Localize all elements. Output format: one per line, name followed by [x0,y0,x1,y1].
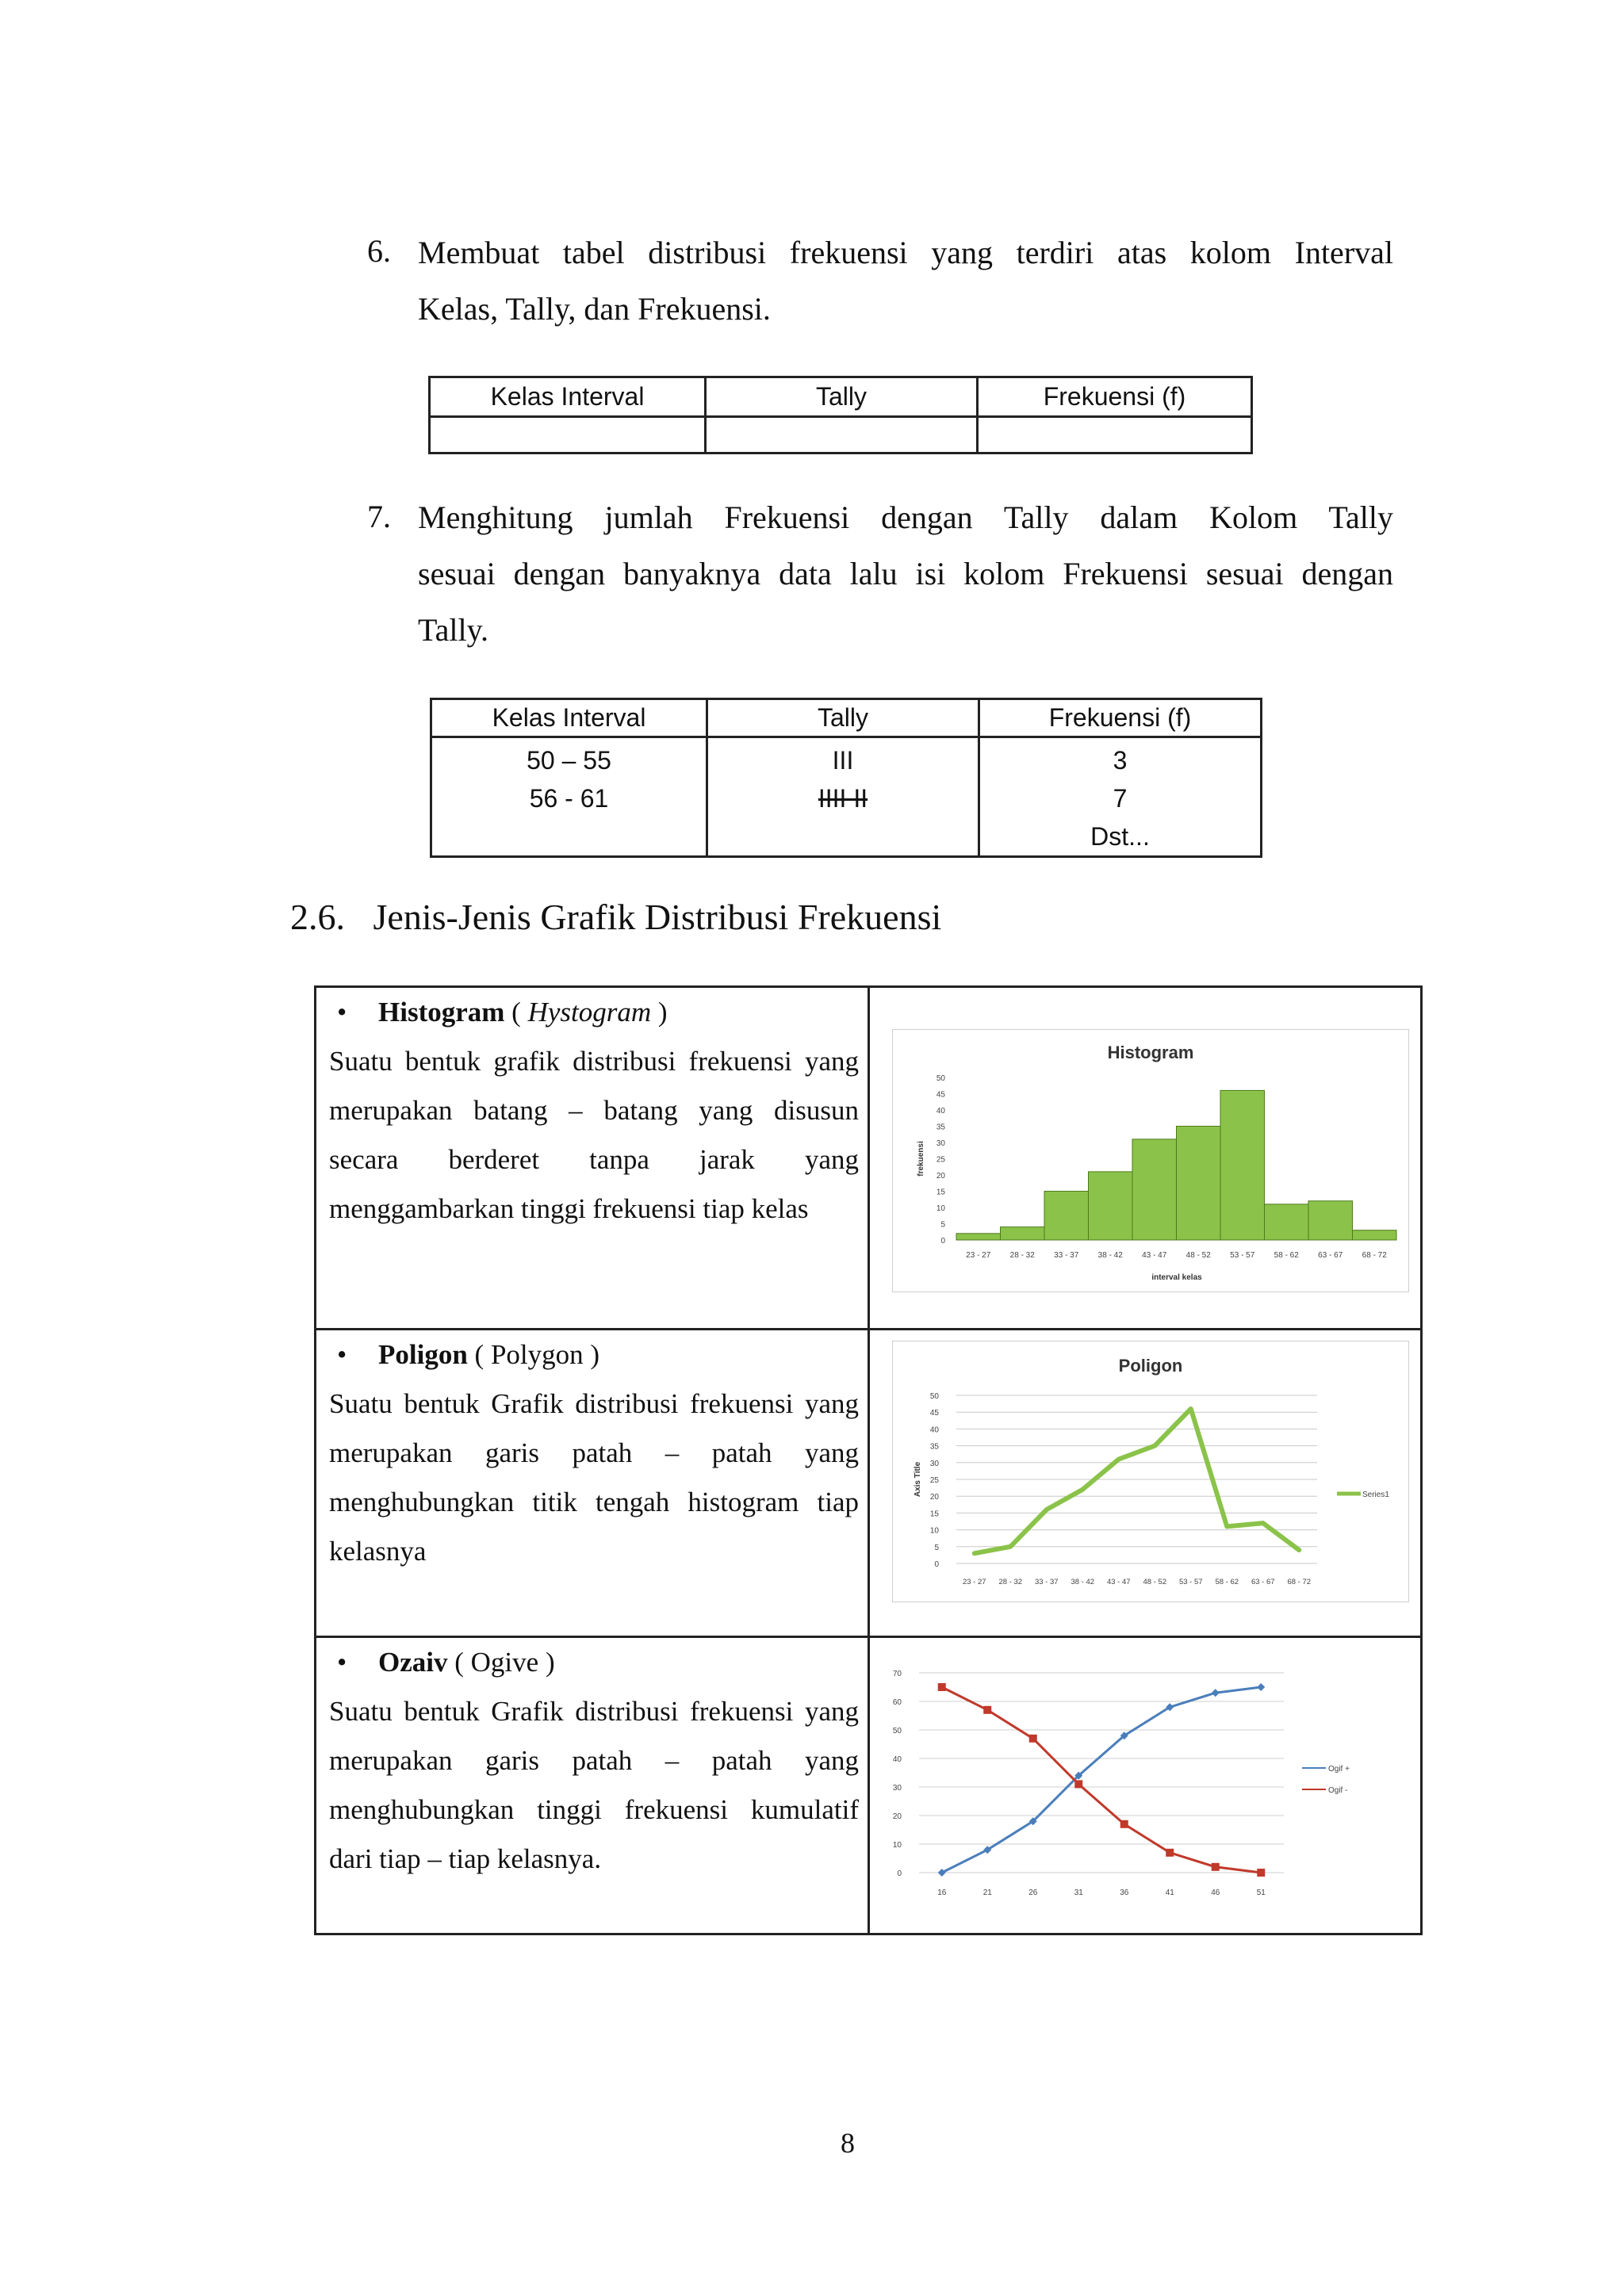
data-point [983,1706,991,1714]
step-7-line-1: Menghitung jumlah Frekuensi dengan Tally dalam Kolom Tally [418,499,1393,535]
x-tick-label: 46 [1211,1888,1220,1897]
tally-value: III [832,746,854,775]
x-tick-label: 38 - 42 [1097,1251,1123,1260]
data-point [1166,1849,1174,1857]
section-title: Jenis-Jenis Grafik Distribusi Frekuensi [373,897,942,937]
y-axis-label: frekuensi [917,1141,925,1177]
step-7-text [418,489,1393,658]
legend-label: Ogif + [1328,1765,1350,1774]
x-tick-label: 28 - 32 [998,1578,1023,1586]
data-point [1212,1863,1220,1871]
interval-cell [431,737,707,857]
y-tick-label: 15 [936,1188,945,1197]
x-tick-label: 23 - 27 [962,1578,986,1586]
series-line [942,1687,1262,1873]
data-point [1257,1869,1265,1877]
graph-chart-cell [870,988,1420,1328]
x-tick-label: 21 [982,1888,992,1897]
x-tick-label: 36 [1120,1888,1129,1897]
frequency-value: 3 [1113,746,1128,775]
histogram-bar [1265,1204,1309,1240]
tally-value: IIII II [818,784,868,813]
chart-title: Poligon [1118,1356,1183,1376]
legend-label: Series1 [1362,1490,1389,1499]
y-tick-label: 10 [892,1841,902,1850]
y-tick-label: 0 [934,1560,939,1569]
desc-line: secara berderet tanpa jarak yang [329,1144,859,1175]
x-tick-label: 43 - 47 [1142,1251,1167,1260]
step-6-number: 6. [367,233,391,269]
step-6-line-1: Membuat tabel distribusi frekuensi yang terdiri atas kolom Interval [418,235,1393,270]
histogram-bar [1308,1201,1353,1240]
x-tick-label: 41 [1165,1888,1174,1897]
y-tick-label: 50 [929,1392,939,1401]
x-tick-label: 26 [1028,1888,1038,1897]
x-tick-label: 28 - 32 [1009,1251,1035,1260]
histogram-bar [1089,1172,1133,1240]
section-number: 2.6. [290,897,345,937]
ogive-chart [879,1646,1411,1915]
y-axis-label: Axis Title [914,1461,922,1498]
y-tick-label: 15 [929,1510,939,1519]
graph-desc-cell [316,988,870,1328]
histogram-bar [1177,1127,1221,1241]
x-tick-label: 53 - 57 [1178,1578,1203,1586]
header-tally: Tally [707,699,979,737]
header-kelas-interval: Kelas Interval [430,377,706,417]
data-point [938,1869,946,1877]
frequency-cell [979,737,1262,857]
x-tick-label: 48 - 52 [1143,1578,1167,1586]
x-axis-label: interval kelas [1151,1273,1202,1282]
x-tick-label: 31 [1074,1888,1083,1897]
histogram-bar [1220,1090,1265,1240]
empty-frequency-table [428,376,1253,454]
x-tick-label: 48 - 52 [1185,1251,1211,1260]
histogram-bar [1001,1227,1045,1240]
step-7-number: 7. [367,499,391,534]
desc-line: merupakan garis patah – patah yang [329,1745,859,1776]
graph-desc-cell [316,1638,870,1935]
desc-line: menghubungkan tinggi frekuensi kumulatif [329,1794,859,1825]
x-tick-label: 38 - 42 [1071,1578,1095,1586]
y-tick-label: 40 [929,1425,939,1435]
interval-value: 50 – 55 [527,746,611,775]
poligon-chart [892,1341,1409,1602]
header-frekuensi: Frekuensi (f) [979,699,1262,737]
header-frekuensi: Frekuensi (f) [978,377,1252,417]
tally-cell [707,737,979,857]
y-tick-label: 30 [929,1459,939,1468]
empty-cell [978,417,1252,453]
histogram-chart [892,1029,1409,1292]
header-tally: Tally [706,377,978,417]
histogram-description [329,988,859,1234]
y-tick-label: 50 [892,1727,902,1735]
legend-label: Ogif - [1328,1786,1348,1795]
histogram-bar [956,1234,1001,1240]
x-tick-label: 33 - 37 [1034,1578,1059,1586]
desc-line: kelasnya [329,1536,427,1567]
histogram-bar [1132,1139,1177,1240]
histogram-heading: • Histogram ( Hystogram ) [329,988,859,1037]
data-point [1074,1780,1082,1788]
y-tick-label: 35 [929,1442,939,1452]
y-tick-label: 40 [892,1755,902,1764]
series-line [975,1409,1300,1553]
y-tick-label: 20 [936,1172,945,1181]
y-tick-label: 5 [934,1543,939,1552]
poligon-description [329,1330,859,1576]
filled-frequency-table [430,698,1262,858]
y-tick-label: 5 [940,1220,945,1230]
graph-desc-cell [316,1330,870,1636]
y-tick-label: 35 [936,1123,945,1132]
desc-line: menggambarkan tinggi frekuensi tiap kelas [329,1193,809,1224]
y-tick-label: 0 [940,1237,945,1246]
desc-line: menghubungkan titik tengah histogram tiap [329,1487,859,1517]
x-tick-label: 43 - 47 [1106,1578,1131,1586]
y-tick-label: 0 [897,1869,902,1878]
y-tick-label: 40 [936,1107,945,1115]
interval-value: 56 - 61 [529,784,609,813]
ogive-description [329,1638,859,1884]
x-tick-label: 58 - 62 [1274,1251,1299,1260]
data-point [1120,1820,1128,1828]
y-tick-label: 45 [929,1409,939,1418]
graph-row-histogram [316,988,1420,1330]
y-tick-label: 30 [892,1784,902,1793]
y-tick-label: 25 [936,1155,945,1165]
desc-line: merupakan batang – batang yang disusun [329,1095,859,1126]
x-tick-label: 58 - 62 [1215,1578,1239,1586]
graph-chart-cell [870,1638,1420,1935]
section-heading [290,896,941,938]
data-point [938,1683,946,1691]
desc-line: dari tiap – tiap kelasnya. [329,1843,602,1874]
y-tick-label: 45 [936,1090,945,1100]
chart-title: Histogram [1107,1043,1194,1062]
x-tick-label: 53 - 57 [1230,1251,1255,1260]
series-line [942,1687,1262,1873]
frequency-value: 7 [1113,784,1128,813]
histogram-bar [1044,1192,1089,1241]
ogive-heading: • Ozaiv ( Ogive ) [329,1638,859,1687]
y-tick-label: 20 [929,1493,939,1502]
step-6-line-2: Kelas, Tally, dan Frekuensi. [418,291,771,327]
y-tick-label: 10 [929,1526,939,1536]
y-tick-label: 60 [892,1698,902,1707]
y-tick-label: 25 [929,1476,939,1485]
step-7-line-2: sesuai dengan banyaknya data lalu isi kolom Frekuensi sesuai dengan [418,556,1393,591]
desc-line: Suatu bentuk Grafik distribusi frekuensi yang [329,1696,859,1727]
histogram-bar [1353,1230,1397,1240]
data-point [1029,1735,1037,1743]
x-tick-label: 68 - 72 [1287,1578,1312,1586]
graph-row-ogive [316,1638,1420,1935]
graph-row-poligon [316,1330,1420,1638]
y-tick-label: 10 [936,1204,945,1213]
step-6-text [418,224,1393,337]
y-tick-label: 30 [936,1139,945,1148]
x-tick-label: 68 - 72 [1362,1251,1387,1260]
x-tick-label: 33 - 37 [1054,1251,1079,1260]
y-tick-label: 50 [936,1074,945,1083]
x-tick-label: 16 [937,1888,947,1897]
poligon-heading: • Poligon ( Polygon ) [329,1330,859,1380]
graph-types-table [314,985,1423,1935]
empty-cell [706,417,978,453]
x-tick-label: 51 [1256,1888,1266,1897]
y-tick-label: 70 [892,1670,902,1678]
data-point [1257,1683,1265,1691]
frequency-value: Dst... [1090,822,1150,851]
step-7-line-3: Tally. [418,612,489,648]
x-tick-label: 23 - 27 [966,1251,991,1260]
desc-line: Suatu bentuk grafik distribusi frekuensi yang [329,1046,859,1077]
x-tick-label: 63 - 67 [1251,1578,1275,1586]
desc-line: Suatu bentuk Grafik distribusi frekuensi yang [329,1388,859,1419]
graph-chart-cell [870,1330,1420,1636]
desc-line: merupakan garis patah – patah yang [329,1437,859,1468]
header-kelas-interval: Kelas Interval [431,699,707,737]
x-tick-label: 63 - 67 [1318,1251,1343,1260]
page-number: 8 [841,2127,855,2159]
empty-cell [430,417,706,453]
y-tick-label: 20 [892,1812,902,1821]
data-point [1212,1689,1220,1697]
